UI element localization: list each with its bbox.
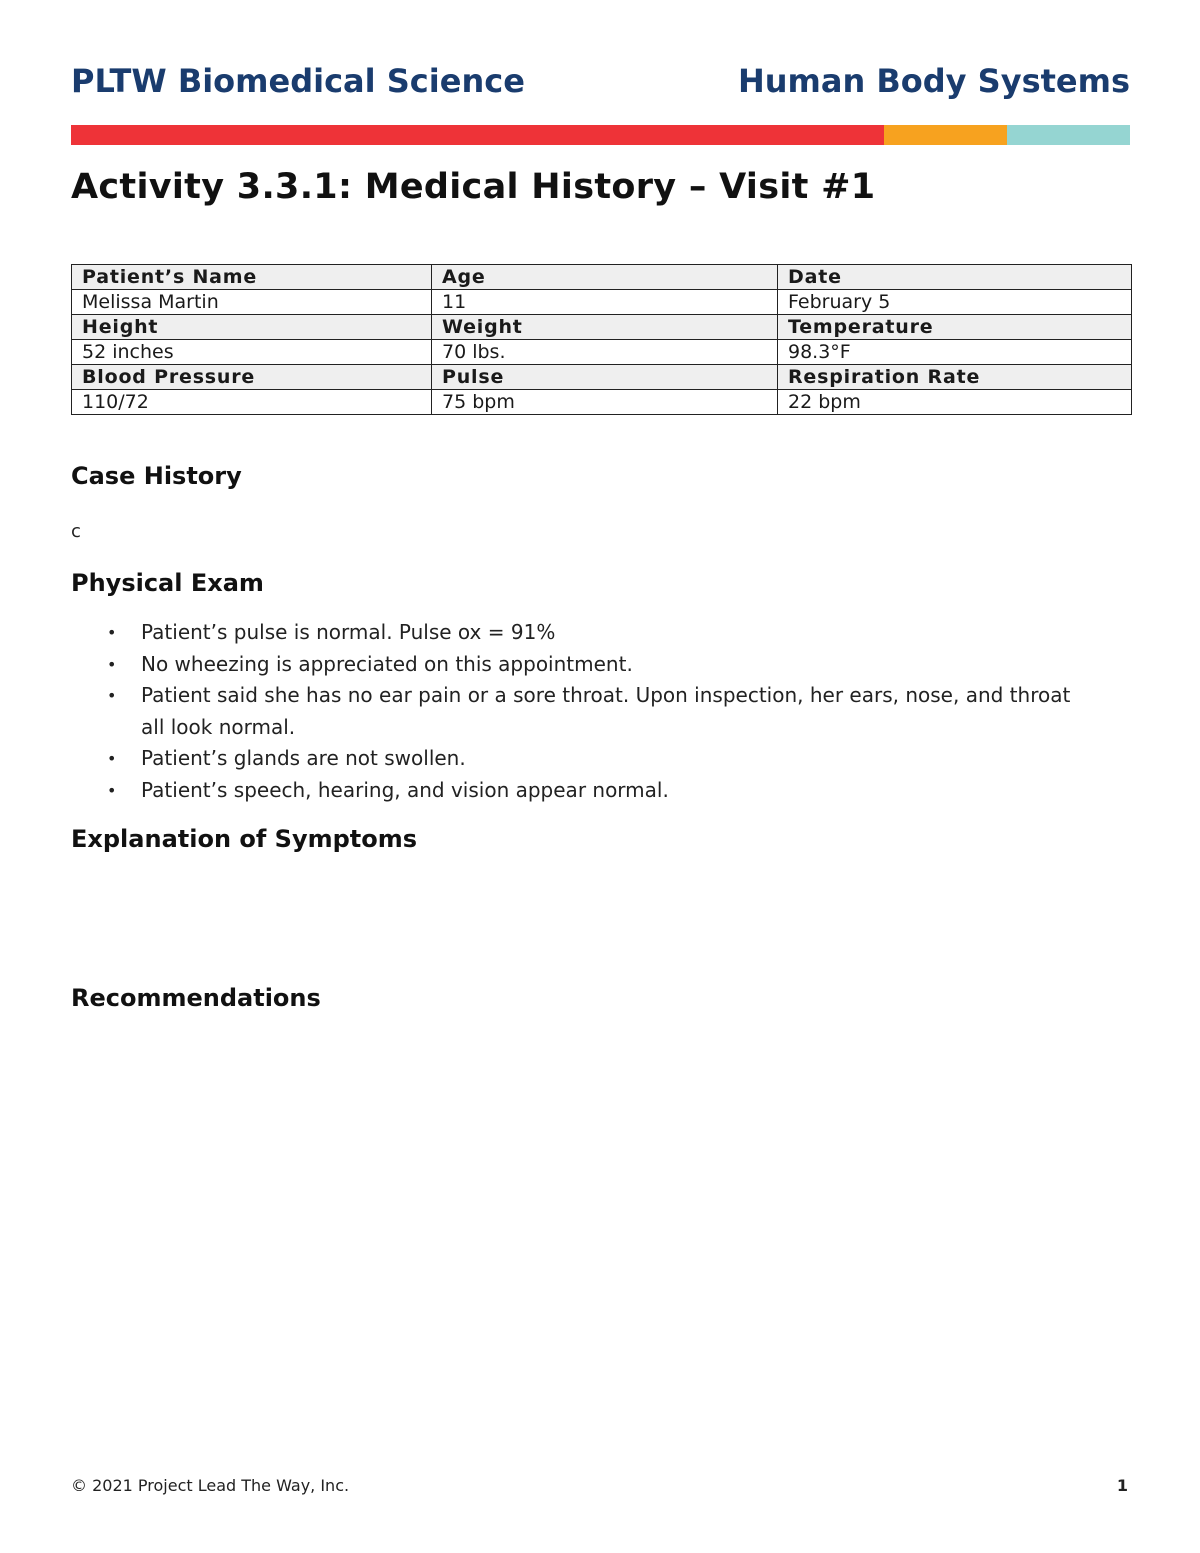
table-cell: 22 bpm (778, 390, 1132, 415)
activity-title: Activity 3.3.1: Medical History – Visit #1 (71, 167, 876, 207)
color-bar-orange (884, 125, 1007, 145)
table-cell: Melissa Martin (72, 290, 432, 315)
course-title: PLTW Biomedical Science (71, 62, 525, 100)
color-bar-teal (1007, 125, 1130, 145)
physical-exam-list (71, 617, 1091, 806)
table-cell: 98.3°F (778, 340, 1132, 365)
table-header-cell: Age (432, 265, 778, 290)
table-header-cell: Date (778, 265, 1132, 290)
table-row (72, 340, 1132, 365)
table-cell: 75 bpm (432, 390, 778, 415)
list-item: • No wheezing is appreciated on this appointment. (71, 649, 1091, 681)
table-cell: 70 lbs. (432, 340, 778, 365)
unit-title: Human Body Systems (737, 62, 1130, 100)
physical-exam-heading: Physical Exam (71, 569, 264, 597)
case-history-text: c (71, 521, 81, 542)
color-bar-red (71, 125, 884, 145)
table-header-row (72, 365, 1132, 390)
table-header-cell: Patient’s Name (72, 265, 432, 290)
table-header-row (72, 265, 1132, 290)
table-row (72, 390, 1132, 415)
document-header (71, 62, 1130, 106)
document-page (71, 0, 1130, 1553)
list-item: • Patient said she has no ear pain or a sore throat. Upon inspection, her ears, nose, and throat all look normal. (71, 680, 1091, 743)
page-number: 1 (1116, 1476, 1128, 1495)
table-header-cell: Blood Pressure (72, 365, 432, 390)
table-header-row (72, 315, 1132, 340)
table-header-cell: Weight (432, 315, 778, 340)
recommendations-heading: Recommendations (71, 984, 321, 1012)
table-cell: 110/72 (72, 390, 432, 415)
list-item: • Patient’s glands are not swollen. (71, 743, 1091, 775)
case-history-heading: Case History (71, 462, 242, 490)
list-item: • Patient’s pulse is normal. Pulse ox = 91% (71, 617, 1091, 649)
table-header-cell: Height (72, 315, 432, 340)
table-header-cell: Temperature (778, 315, 1132, 340)
table-cell: 11 (432, 290, 778, 315)
vitals-table (71, 264, 1132, 415)
table-cell: 52 inches (72, 340, 432, 365)
table-header-cell: Pulse (432, 365, 778, 390)
table-header-cell: Respiration Rate (778, 365, 1132, 390)
table-row (72, 290, 1132, 315)
list-item: • Patient’s speech, hearing, and vision appear normal. (71, 775, 1091, 807)
table-cell: February 5 (778, 290, 1132, 315)
header-color-bar (71, 125, 1130, 145)
footer-copyright: © 2021 Project Lead The Way, Inc. (71, 1476, 350, 1495)
explanation-heading: Explanation of Symptoms (71, 825, 418, 853)
